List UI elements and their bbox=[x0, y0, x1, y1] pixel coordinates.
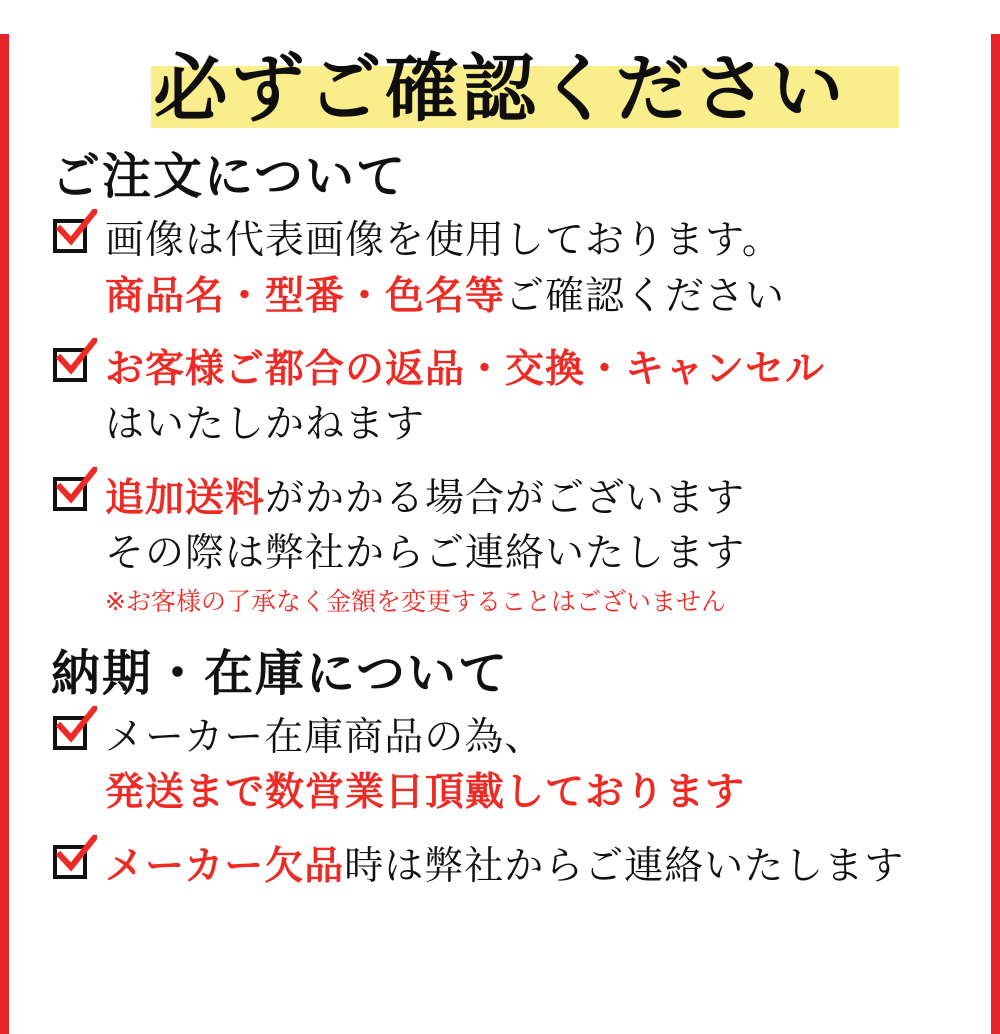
section-heading-delivery: 納期・在庫について bbox=[51, 644, 510, 702]
check-box-icon bbox=[53, 477, 93, 517]
emphasis-red: 追加送料 bbox=[105, 475, 266, 521]
check-box-icon bbox=[53, 348, 93, 388]
list-item bbox=[43, 471, 957, 619]
list-item bbox=[43, 342, 957, 453]
list-item bbox=[43, 213, 957, 324]
list-item bbox=[43, 710, 957, 821]
list-item-line: メーカー在庫商品の為、 bbox=[105, 714, 545, 760]
section-heading-orders: ご注文について bbox=[51, 148, 408, 205]
section-orders bbox=[43, 146, 957, 619]
list-item-line: 画像は代表画像を使用しております。 bbox=[105, 218, 782, 264]
list-item-line: 発送まで数営業日頂戴しております bbox=[105, 770, 746, 816]
emphasis-black: ご確認ください bbox=[505, 273, 786, 319]
list-item-line: お客様ご都合の返品・交換・キャンセル bbox=[105, 347, 826, 392]
list-item-note: ※お客様の了承なく金額を変更することはございません bbox=[105, 586, 726, 616]
page-inner bbox=[9, 34, 991, 1034]
notice-page bbox=[0, 34, 1000, 1034]
list-item bbox=[43, 839, 957, 894]
emphasis-black: がかかる場合がございます bbox=[265, 475, 746, 521]
check-box-icon bbox=[53, 845, 93, 885]
page-title: 必ずご確認ください bbox=[153, 46, 847, 132]
page-title-block bbox=[43, 34, 957, 146]
list-item-line bbox=[105, 471, 957, 526]
list-item-line bbox=[105, 839, 957, 894]
list-item-line: その際は弊社からご連絡いたします bbox=[105, 531, 746, 577]
list-item-line: はいたしかねます bbox=[105, 402, 426, 448]
section-delivery bbox=[43, 643, 957, 894]
emphasis-red: 商品名・型番・色名等 bbox=[105, 273, 506, 319]
check-box-icon bbox=[53, 219, 93, 259]
emphasis-black: 時は弊社からご連絡いたします bbox=[344, 843, 905, 889]
emphasis-red: メーカー欠品 bbox=[105, 843, 345, 889]
list-item-line bbox=[105, 269, 957, 324]
check-box-icon bbox=[53, 716, 93, 756]
